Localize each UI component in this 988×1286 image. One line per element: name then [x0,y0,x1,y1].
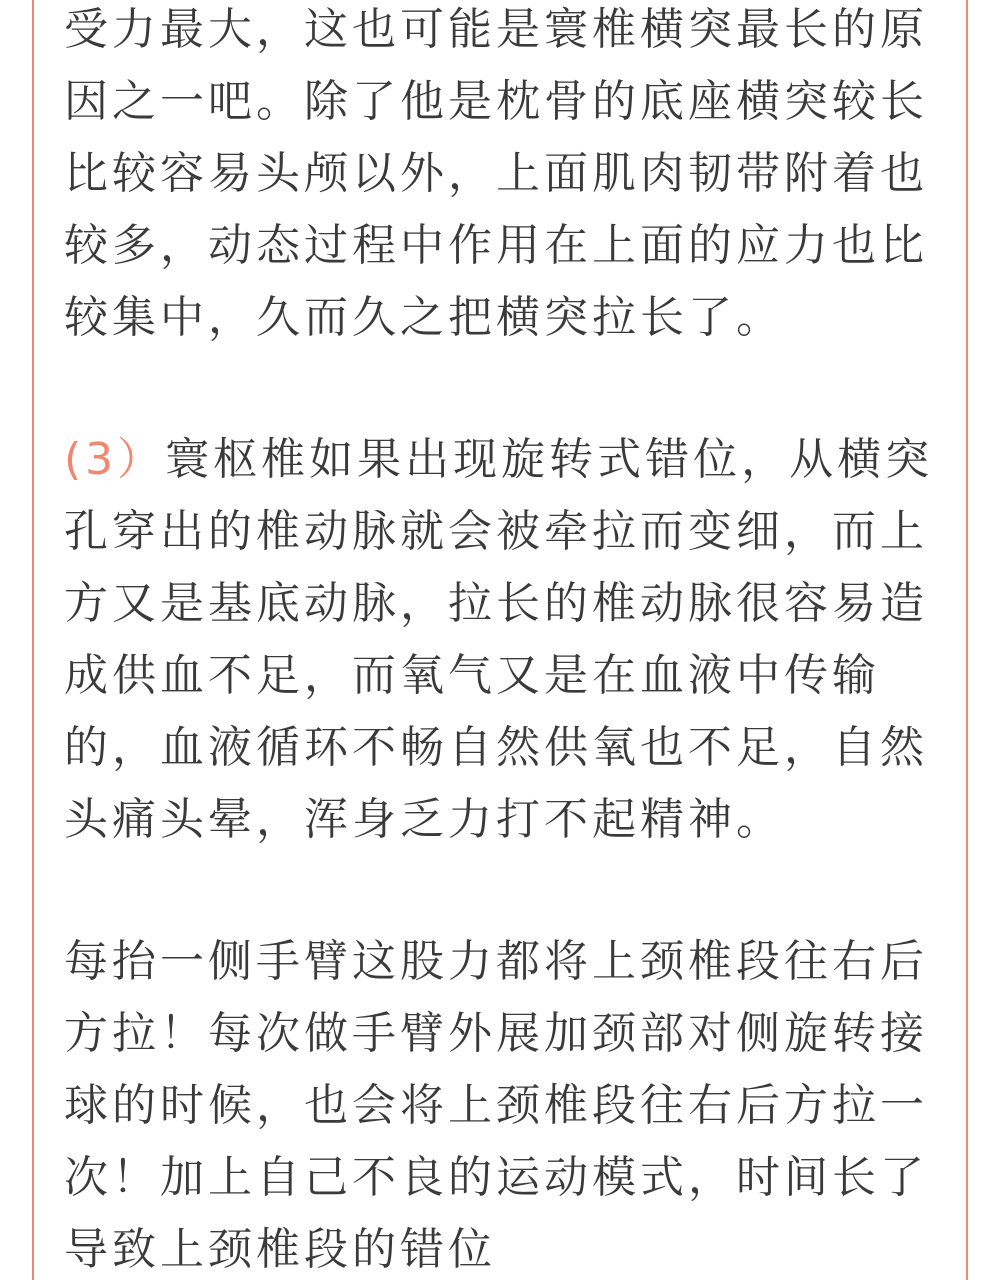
paragraph-spacer [64,354,934,424]
paragraph-1 [64,0,934,354]
paragraph-line: 每抬一侧手臂这股力都将上颈椎段往右后 [64,936,928,987]
paragraph-spacer [64,856,934,926]
list-number-marker: (3） [64,434,166,485]
paragraph-line: 导致上颈椎段的错位 [64,1224,496,1275]
paragraph-3 [64,926,934,1286]
paragraph-line: 次！加上自己不良的运动模式，时间长了 [64,1152,928,1203]
paragraph-line: 孔穿出的椎动脉就会被牵拉而变细，而上 [64,506,928,557]
paragraph-first-line [64,424,934,496]
paragraph-line: 受力最大，这也可能是寰椎横突最长的原 [64,4,928,55]
paragraph-line: 比较容易头颅以外，上面肌肉韧带附着也 [64,148,928,199]
paragraph-line: 因之一吧。除了他是枕骨的底座横突较长 [64,76,928,127]
left-border-line [32,0,34,1280]
paragraph-line: 的，血液循环不畅自然供氧也不足，自然 [64,722,928,773]
right-border-line [966,0,968,1280]
paragraph-line: 方又是基底动脉，拉长的椎动脉很容易造 [64,578,928,629]
paragraph-line: 头痛头晕，浑身乏力打不起精神。 [64,794,784,845]
article-body [64,0,934,1286]
paragraph-line: 方拉！每次做手臂外展加颈部对侧旋转接 [64,1008,928,1059]
paragraph-line: 较集中，久而久之把横突拉长了。 [64,292,784,343]
paragraph-2 [64,424,934,856]
paragraph-line: 球的时候，也会将上颈椎段往右后方拉一 [64,1080,928,1131]
paragraph-line-text: 寰枢椎如果出现旋转式错位，从横突 [165,434,934,485]
paragraph-line: 较多，动态过程中作用在上面的应力也比 [64,220,928,271]
paragraph-line: 成供血不足，而氧气又是在血液中传输 [64,650,880,701]
